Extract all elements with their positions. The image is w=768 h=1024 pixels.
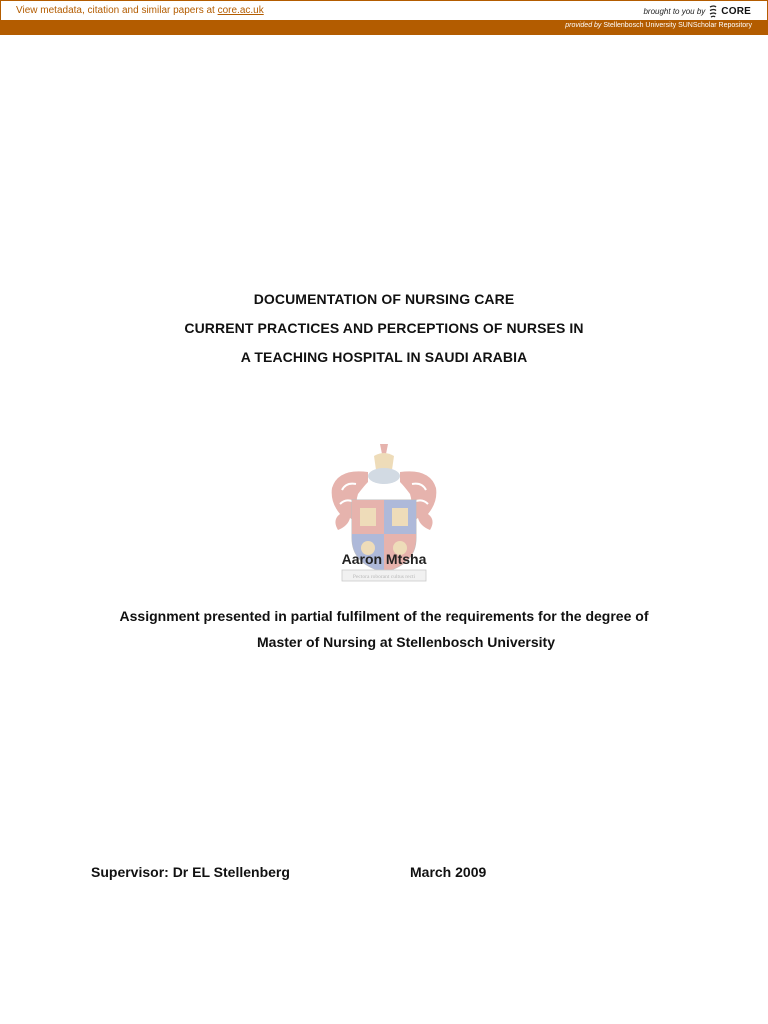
view-metadata-label: View metadata, citation and similar papers at	[16, 5, 218, 16]
supervisor-line: Supervisor: Dr EL Stellenberg	[91, 864, 290, 880]
assignment-line-2: Master of Nursing at Stellenbosch University	[257, 634, 555, 650]
author-name: Aaron Mtsha	[341, 551, 427, 567]
core-link[interactable]: core.ac.uk	[217, 5, 264, 16]
core-brand: CORE	[721, 6, 751, 17]
submission-date: March 2009	[410, 864, 487, 880]
core-metadata-text	[16, 5, 264, 16]
crest-motto: Pectora roborant cultus recti	[352, 574, 416, 580]
core-banner	[0, 0, 768, 21]
provided-by-text[interactable]	[565, 22, 752, 29]
brought-to-you-label: brought to you by	[643, 7, 706, 16]
title-line-3: A TEACHING HOSPITAL IN SAUDI ARABIA	[240, 349, 528, 365]
core-logo-icon	[708, 5, 718, 18]
provided-by-label: provided by	[565, 22, 602, 29]
title-line-2: CURRENT PRACTICES AND PERCEPTIONS OF NURSES IN	[184, 320, 584, 336]
assignment-line-1: Assignment presented in partial fulfilment of the requirements for the degree of	[119, 608, 649, 624]
brought-by-core[interactable]	[643, 4, 751, 19]
provided-by-bar	[0, 21, 768, 35]
title-line-1: DOCUMENTATION OF NURSING CARE	[253, 291, 515, 307]
provided-source: Stellenbosch University SUNScholar Repository	[601, 22, 752, 29]
